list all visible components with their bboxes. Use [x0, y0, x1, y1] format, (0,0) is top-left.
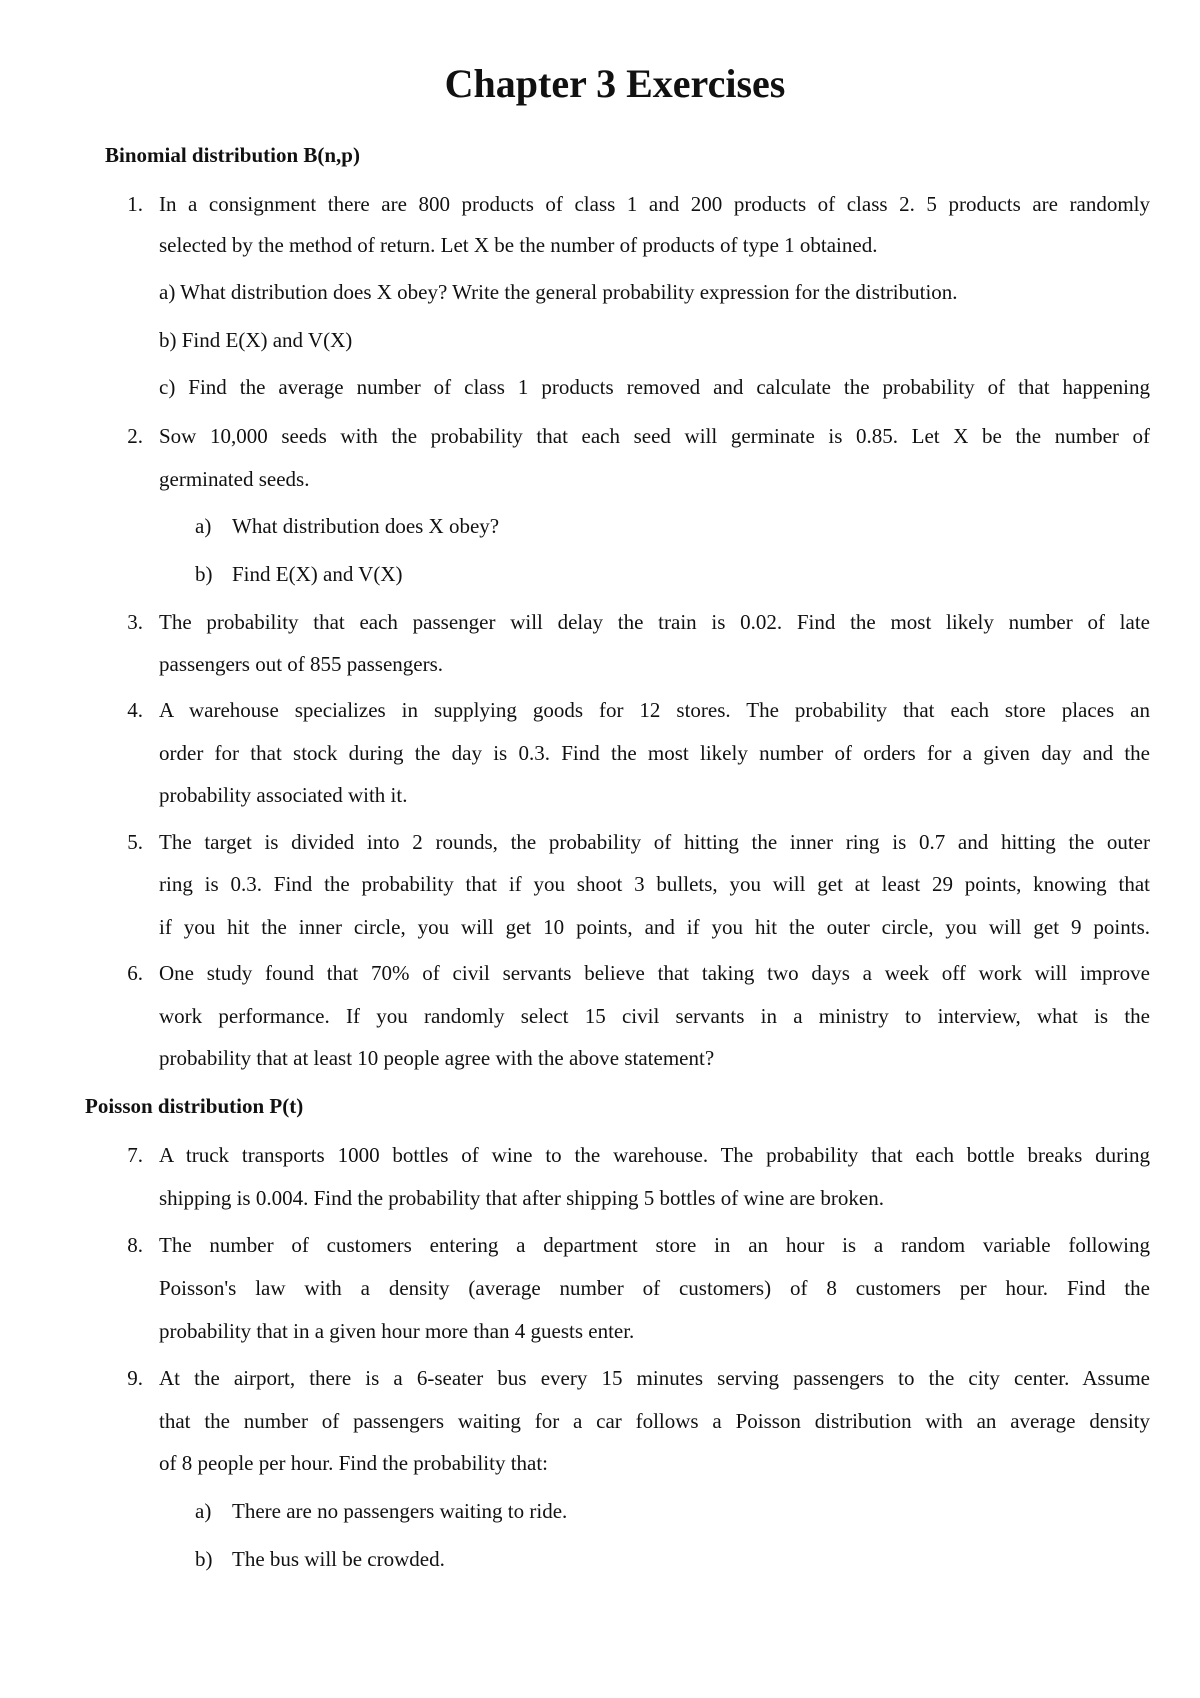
exercise-text: The probability that each passenger will delay the train is 0.02. Find the most likely number of late	[159, 610, 1150, 634]
exercise-text: shipping is 0.004. Find the probability that after shipping 5 bottles of wine are broken.	[159, 1186, 884, 1210]
exercise-part-c: c) Find the average number of class 1 products removed and calculate the probability of that happening	[159, 375, 1150, 399]
exercise-text: probability that in a given hour more than 4 guests enter.	[159, 1319, 635, 1343]
exercise-number: 4.	[127, 698, 143, 722]
exercise-text: order for that stock during the day is 0.3. Find the most likely number of orders for a given day and the	[159, 741, 1150, 765]
part-label: a)	[195, 514, 212, 538]
exercise-text: of 8 people per hour. Find the probability that:	[159, 1451, 549, 1475]
exercise-text: work performance. If you randomly select 15 civil servants in a ministry to interview, what is the	[159, 1004, 1150, 1028]
exercise-text: passengers out of 855 passengers.	[159, 652, 444, 676]
exercise-part-b: The bus will be crowded.	[232, 1547, 445, 1571]
exercise-number: 5.	[127, 830, 143, 854]
exercise-part-a: a) What distribution does X obey? Write the general probability expression for the distribution.	[159, 280, 958, 304]
exercise-text: that the number of passengers waiting for a car follows a Poisson distribution with an average density	[159, 1409, 1150, 1433]
exercise-text: probability associated with it.	[159, 783, 408, 807]
exercise-text: The number of customers entering a department store in an hour is a random variable following	[159, 1233, 1150, 1257]
exercise-text: One study found that 70% of civil servants believe that taking two days a week off work will improve	[159, 961, 1150, 985]
exercise-text: At the airport, there is a 6-seater bus every 15 minutes serving passengers to the city center. Assume	[159, 1366, 1150, 1390]
exercise-text: A warehouse specializes in supplying goods for 12 stores. The probability that each store places an	[159, 698, 1150, 722]
exercise-number: 7.	[127, 1143, 143, 1167]
binomial-heading: Binomial distribution B(n,p)	[105, 143, 360, 167]
exercise-text: In a consignment there are 800 products of class 1 and 200 products of class 2. 5 products are randomly	[159, 192, 1150, 216]
exercise-part-b: Find E(X) and V(X)	[232, 562, 403, 586]
exercise-text: Sow 10,000 seeds with the probability that each seed will germinate is 0.85. Let X be the number of	[159, 424, 1150, 448]
exercise-number: 3.	[127, 610, 143, 634]
exercise-text: ring is 0.3. Find the probability that if you shoot 3 bullets, you will get at least 29 points, knowing that	[159, 872, 1150, 896]
page-title: Chapter 3 Exercises	[444, 61, 786, 106]
part-label: b)	[195, 562, 213, 586]
exercise-text: germinated seeds.	[159, 467, 310, 491]
part-label: a)	[195, 1499, 212, 1523]
exercise-text: if you hit the inner circle, you will get 10 points, and if you hit the outer circle, you will get 9 points.	[159, 915, 1150, 939]
exercise-part-a: What distribution does X obey?	[232, 514, 500, 538]
exercise-text: selected by the method of return. Let X be the number of products of type 1 obtained.	[159, 233, 878, 257]
exercise-text: A truck transports 1000 bottles of wine to the warehouse. The probability that each bottle breaks during	[159, 1143, 1150, 1167]
exercise-text: The target is divided into 2 rounds, the probability of hitting the inner ring is 0.7 and hitting the outer	[159, 830, 1150, 854]
exercise-number: 1.	[127, 192, 143, 216]
exercise-part-a: There are no passengers waiting to ride.	[232, 1499, 568, 1523]
exercise-number: 8.	[127, 1233, 143, 1257]
exercise-number: 9.	[127, 1366, 143, 1390]
part-label: b)	[195, 1547, 213, 1571]
exercise-text: Poisson's law with a density (average number of customers) of 8 customers per hour. Find the	[159, 1276, 1150, 1300]
poisson-heading: Poisson distribution P(t)	[85, 1094, 304, 1118]
exercise-text: probability that at least 10 people agree with the above statement?	[159, 1046, 715, 1070]
exercise-number: 6.	[127, 961, 143, 985]
exercise-part-b: b) Find E(X) and V(X)	[159, 328, 353, 352]
exercise-number: 2.	[127, 424, 143, 448]
